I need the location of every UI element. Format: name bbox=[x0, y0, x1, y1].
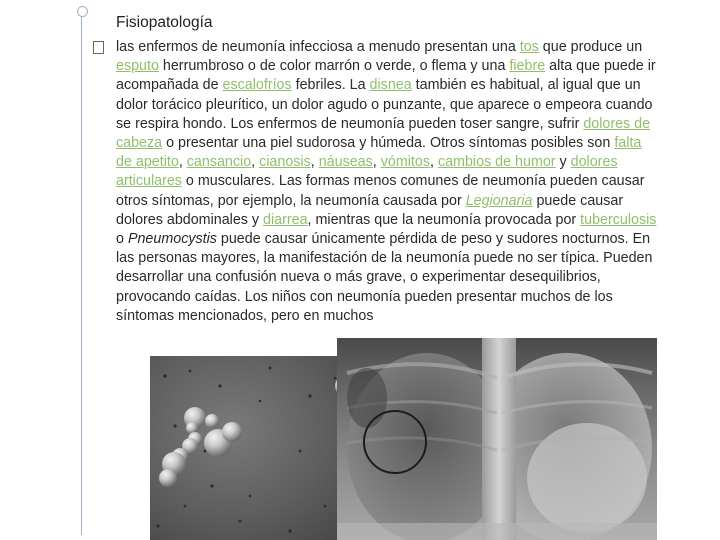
body-text-run: las enfermos de neumonía infecciosa a menudo presentan una bbox=[116, 39, 520, 55]
term-link[interactable]: falta de apetito bbox=[116, 135, 642, 171]
decorative-line-cap bbox=[77, 6, 88, 17]
term-link[interactable]: Legionaria bbox=[465, 192, 533, 209]
term-link[interactable]: vómitos bbox=[380, 154, 430, 171]
micrograph-image bbox=[150, 356, 356, 540]
italic-term: Pneumocystis bbox=[127, 231, 217, 248]
decorative-vertical-line bbox=[81, 10, 82, 535]
body-text-run: puede causar dolores abdominales y bbox=[116, 192, 624, 228]
body-text-run: , bbox=[178, 154, 187, 171]
body-text-run: que produce un bbox=[538, 39, 643, 55]
term-link[interactable]: escalofríos bbox=[222, 77, 292, 94]
term-link[interactable]: dolores articulares bbox=[116, 154, 618, 190]
body-text-run: febriles. La bbox=[291, 77, 370, 94]
body-text-run: alta que puede ir acompañada de bbox=[116, 58, 656, 94]
body-text-run: o musculares. Las formas menos comunes de neumonía pueden causar otros síntomas, por ejemplo, la neumonía causada por bbox=[116, 173, 645, 209]
slide-body-text bbox=[116, 38, 661, 363]
body-text-run: , bbox=[372, 154, 381, 171]
body-text-run: , bbox=[310, 154, 319, 171]
body-text-run: , mientras que la neumonía provocada por bbox=[307, 211, 581, 228]
body-text-run: o presentar una piel sudorosa y húmeda. Otros síntomas posibles son bbox=[162, 135, 615, 152]
body-text-run: y bbox=[555, 154, 571, 171]
term-link[interactable]: cambios de humor bbox=[437, 154, 556, 171]
body-text-run: herrumbroso o de color marrón o verde, o flema y una bbox=[158, 58, 510, 75]
slide-title: Fisiopatología bbox=[116, 14, 213, 31]
term-link[interactable]: tuberculosis bbox=[580, 211, 657, 228]
bullet-icon bbox=[93, 41, 104, 54]
term-link[interactable]: diarrea bbox=[263, 211, 308, 228]
term-link[interactable]: tos bbox=[519, 39, 539, 55]
body-text-run: , bbox=[251, 154, 260, 171]
term-link[interactable]: disnea bbox=[369, 77, 412, 94]
term-link[interactable]: náuseas bbox=[318, 154, 373, 171]
body-text-run: puede causar únicamente pérdida de peso y sudores nocturnos. En las personas mayores, la manifestación de la neumonía puede no ser típica. Pueden desarrollar una confusión nueva o más grave, o experimentar desequilibrios, provocando caídas. Los niños con neumonía pueden presentar muchos de los síntomas mencionados, pero en muchos bbox=[116, 231, 653, 324]
term-link[interactable]: cianosis bbox=[259, 154, 311, 171]
chest-xray-image bbox=[337, 338, 657, 540]
body-text-run: o bbox=[116, 231, 128, 248]
body-text-run: , bbox=[430, 154, 438, 171]
term-link[interactable]: cansancio bbox=[186, 154, 252, 171]
term-link[interactable]: fiebre bbox=[509, 58, 546, 75]
term-link[interactable]: dolores de cabeza bbox=[116, 115, 651, 152]
body-text-run: también es habitual, al igual que un dolor torácico pleurítico, un dolor agudo o punzante, que aparece o empeora cuando se respira hondo. Los enfermos de neumonía pueden toser sangre, sufrir bbox=[116, 77, 653, 132]
term-link[interactable]: esputo bbox=[116, 58, 159, 75]
